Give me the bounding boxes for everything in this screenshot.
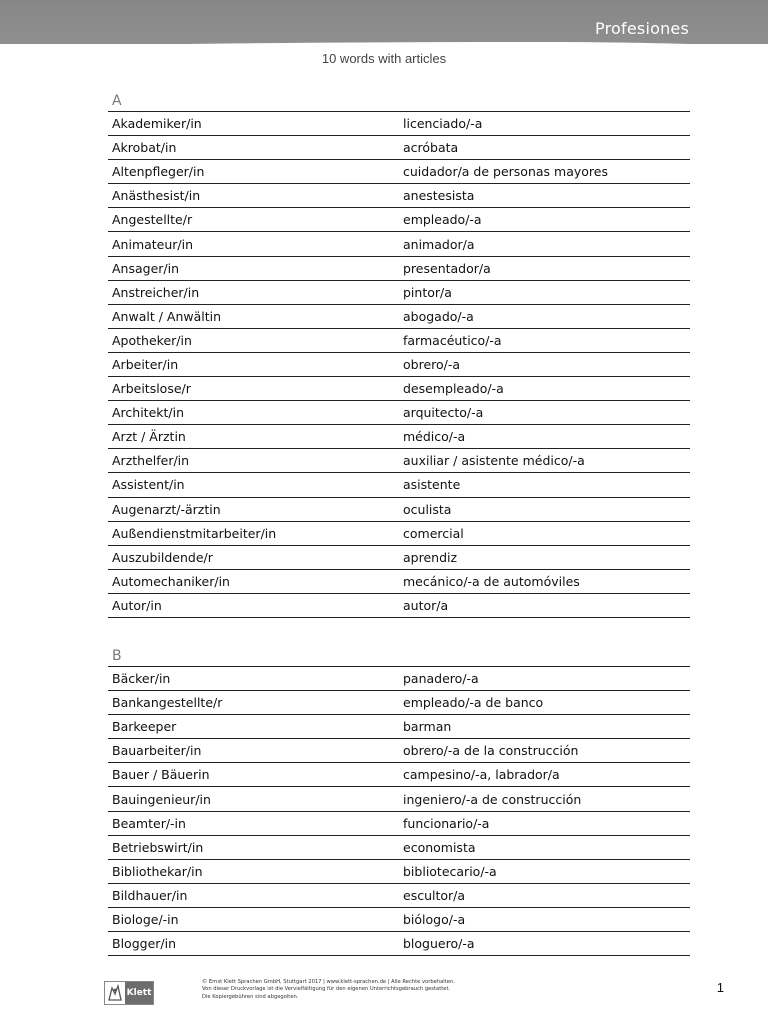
german-term: Beamter/-in [112, 815, 186, 831]
table-row [108, 763, 690, 787]
german-term: Bauingenieur/in [112, 791, 211, 807]
table-row [108, 884, 690, 908]
spanish-term: farmacéutico/-a [403, 332, 502, 348]
section-a [108, 92, 690, 618]
spanish-term: mecánico/-a de automóviles [403, 573, 580, 589]
german-term: Bankangestellte/r [112, 695, 223, 711]
table-row [108, 860, 690, 884]
spanish-term: anestesista [403, 188, 475, 204]
copyright-line: Die Kopiergebühren sind abgegolten. [202, 993, 299, 1000]
spanish-term: ingeniero/-a de construcción [403, 791, 582, 807]
table-row [108, 449, 690, 473]
german-term: Auszubildende/r [112, 549, 213, 565]
spanish-term: empleado/-a [403, 212, 482, 228]
german-term: Bäcker/in [112, 671, 171, 687]
german-term: Automechaniker/in [112, 573, 230, 589]
german-term: Ansager/in [112, 260, 180, 276]
table-row [108, 305, 690, 329]
german-term: Altenpfleger/in [112, 164, 205, 180]
spanish-term: arquitecto/-a [403, 405, 484, 421]
spanish-term: abogado/-a [403, 308, 474, 324]
german-term: Arzt / Ärztin [112, 429, 186, 445]
spanish-term: autor/a [403, 597, 449, 613]
spanish-term: cuidador/a de personas mayores [403, 164, 608, 180]
table-row [108, 836, 690, 860]
table-row [108, 667, 690, 691]
spanish-term: funcionario/-a [403, 815, 490, 831]
klett-logo [104, 981, 154, 1005]
page-number: 1 [716, 980, 724, 995]
table-row [108, 594, 690, 618]
spanish-term: desempleado/-a [403, 381, 504, 397]
table-row [108, 522, 690, 546]
copyright-notice [202, 979, 532, 1001]
spanish-term: biólogo/-a [403, 911, 466, 927]
section-letter: B [108, 647, 690, 667]
german-term: Autor/in [112, 597, 162, 613]
table-row [108, 546, 690, 570]
table-row [108, 184, 690, 208]
german-term: Barkeeper [112, 719, 177, 735]
spanish-term: barman [403, 719, 452, 735]
table-row [108, 498, 690, 522]
table-row [108, 473, 690, 497]
german-term: Arbeitslose/r [112, 381, 191, 397]
german-term: Anwalt / Anwältin [112, 308, 222, 324]
german-term: Architekt/in [112, 405, 185, 421]
klett-emblem-icon [105, 982, 125, 1004]
german-term: Bauer / Bäuerin [112, 767, 210, 783]
german-term: Betriebswirt/in [112, 839, 204, 855]
spanish-term: economista [403, 839, 476, 855]
german-term: Arbeiter/in [112, 356, 179, 372]
german-term: Außendienstmitarbeiter/in [112, 525, 277, 541]
german-term: Anästhesist/in [112, 188, 201, 204]
table-row [108, 112, 690, 136]
german-term: Angestellte/r [112, 212, 193, 228]
german-term: Bauarbeiter/in [112, 743, 202, 759]
german-term: Akademiker/in [112, 116, 202, 132]
vocab-table-b [108, 667, 690, 956]
german-term: Biologe/-in [112, 911, 179, 927]
spanish-term: campesino/-a, labrador/a [403, 767, 560, 783]
table-row [108, 353, 690, 377]
copyright-line: Von dieser Druckvorlage ist die Vervielfältigung für den eigenen Unterrichtsgebrauch gestattet. [202, 986, 451, 993]
table-row [108, 377, 690, 401]
german-term: Bildhauer/in [112, 887, 188, 903]
spanish-term: empleado/-a de banco [403, 695, 544, 711]
table-row [108, 208, 690, 232]
table-row [108, 136, 690, 160]
table-row [108, 257, 690, 281]
german-term: Assistent/in [112, 477, 185, 493]
spanish-term: acróbata [403, 140, 459, 156]
logo-text: Klett [125, 982, 153, 1004]
spanish-term: panadero/-a [403, 671, 479, 687]
table-row [108, 691, 690, 715]
spanish-term: escultor/a [403, 887, 466, 903]
spanish-term: comercial [403, 525, 464, 541]
german-term: Bibliothekar/in [112, 863, 203, 879]
german-term: Blogger/in [112, 936, 177, 952]
spanish-term: auxiliar / asistente médico/-a [403, 453, 585, 469]
spanish-term: bibliotecario/-a [403, 863, 497, 879]
table-row [108, 232, 690, 256]
section-letter: A [108, 92, 690, 112]
spanish-term: aprendiz [403, 549, 458, 565]
table-row [108, 281, 690, 305]
table-row [108, 329, 690, 353]
german-term: Animateur/in [112, 236, 194, 252]
page-title: Profesiones [595, 19, 689, 38]
spanish-term: licenciado/-a [403, 116, 483, 132]
spanish-term: obrero/-a de la construcción [403, 743, 579, 759]
table-row [108, 739, 690, 763]
table-row [108, 812, 690, 836]
spanish-term: pintor/a [403, 284, 452, 300]
table-row [108, 160, 690, 184]
table-row [108, 715, 690, 739]
table-row [108, 570, 690, 594]
spanish-term: bloguero/-a [403, 936, 475, 952]
section-b [108, 647, 690, 956]
subtitle: 10 words with articles [321, 51, 447, 66]
spanish-term: obrero/-a [403, 356, 461, 372]
copyright-line: © Ernst Klett Sprachen GmbH, Stuttgart 2017 | www.klett-sprachen.de | Alle Rechte vorbehalten. [202, 979, 455, 985]
table-row [108, 401, 690, 425]
table-row [108, 787, 690, 811]
german-term: Akrobat/in [112, 140, 177, 156]
table-row [108, 908, 690, 932]
spanish-term: presentador/a [403, 260, 491, 276]
spanish-term: animador/a [403, 236, 475, 252]
spanish-term: asistente [403, 477, 461, 493]
german-term: Anstreicher/in [112, 284, 200, 300]
german-term: Apotheker/in [112, 332, 192, 348]
german-term: Arzthelfer/in [112, 453, 190, 469]
german-term: Augenarzt/-ärztin [112, 501, 221, 517]
vocab-table-a [108, 112, 690, 618]
spanish-term: oculista [403, 501, 452, 517]
spanish-term: médico/-a [403, 429, 466, 445]
table-row [108, 425, 690, 449]
table-row [108, 932, 690, 956]
